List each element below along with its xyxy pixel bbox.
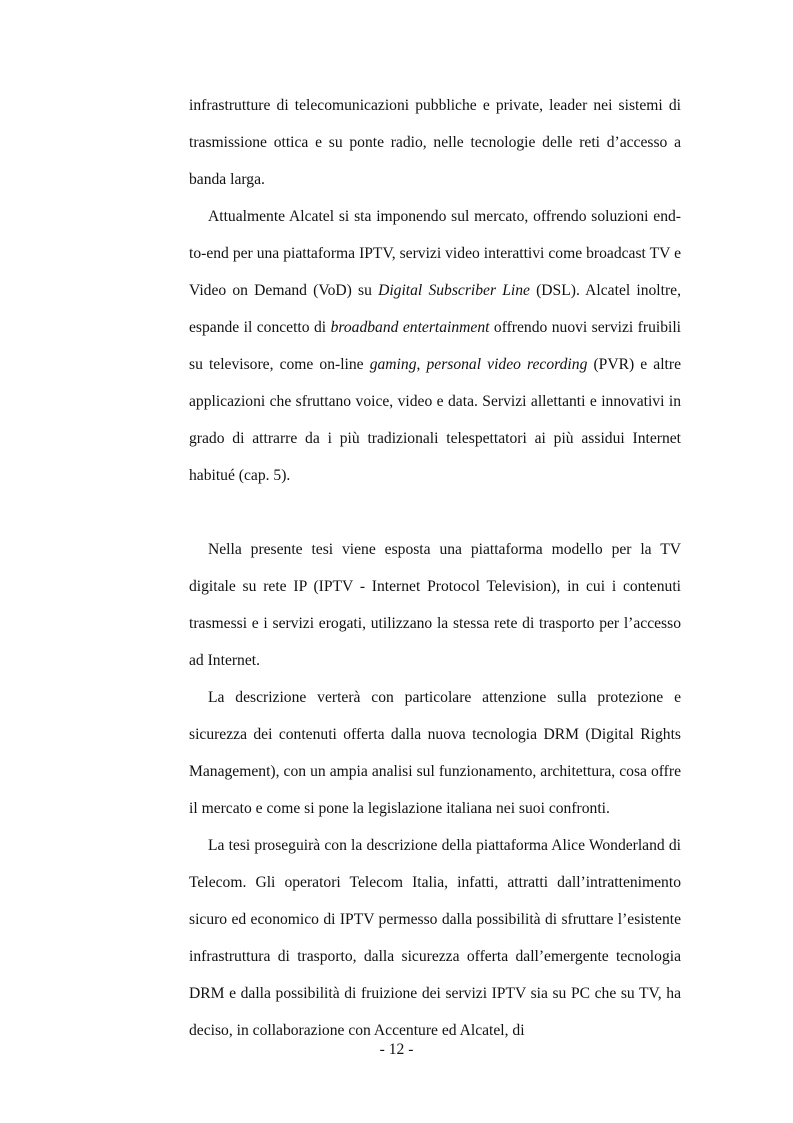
term-gaming: gaming (369, 356, 417, 373)
term-pvr: personal video recording (426, 356, 588, 373)
paragraph-drm: La descrizione verterà con particolare attenzione sulla protezione e sicurezza dei contenuti offerta dalla nuova tecnologia DRM (Digital Rights Management), con un ampia analisi sul funzionamento, architettura, cosa offre il mercato e come si pone la legislazione italiana nei suoi confronti. (189, 689, 681, 817)
page-number: - 12 - (379, 1041, 414, 1058)
term-dsl: Digital Subscriber Line (378, 282, 530, 299)
term-broadband-entertainment: broadband entertainment (330, 319, 490, 336)
paragraph-infrastructure: infrastrutture di telecomunicazioni pubbliche e private, leader nei sistemi di trasmissione ottica e su ponte radio, nelle tecnologie delle reti d’accesso a banda larga. (189, 97, 681, 188)
paragraph-gap (189, 494, 681, 531)
paragraph-alice-wonderland: La tesi proseguirà con la descrizione della piattaforma Alice Wonderland di Telecom. Gli operatori Telecom Italia, infatti, attratti dall’intrattenimento sicuro ed economico di IPTV permesso dalla possibilità di sfruttare l’esistente infrastruttura di trasporto, dalla sicurezza offerta dall’emergente tecnologia DRM e dalla possibilità di fruizione dei servizi IPTV sia su PC che su TV, ha deciso, in collaborazione con Accenture ed Alcatel, di (189, 837, 681, 1039)
paragraph-thesis-intro: Nella presente tesi viene esposta una piattaforma modello per la TV digitale su rete IP (IPTV - Internet Protocol Television), in cui i contenuti trasmessi e i servizi erogati, utilizzano la stessa rete di trasporto per l’accesso ad Internet. (189, 541, 681, 669)
document-page (189, 87, 681, 1049)
paragraph-alcatel: Attualmente Alcatel si sta imponendo sul mercato, offrendo soluzioni end-to-end per una piattaforma IPTV, servizi video interattivi come broadcast TV e Video on Demand (VoD) su Digital Subscriber Line (DSL). Alcatel inoltre, espande il concetto di broadband entertainment offrendo nuovi servizi fruibili su televisore, come on-line gaming, personal video recording (PVR) e altre applicazioni che sfruttano voice, video e data. Servizi allettanti e innovativi in grado di attrarre da i più tradizionali telespettatori ai più assidui Internet habitué (cap. 5). (189, 208, 681, 484)
